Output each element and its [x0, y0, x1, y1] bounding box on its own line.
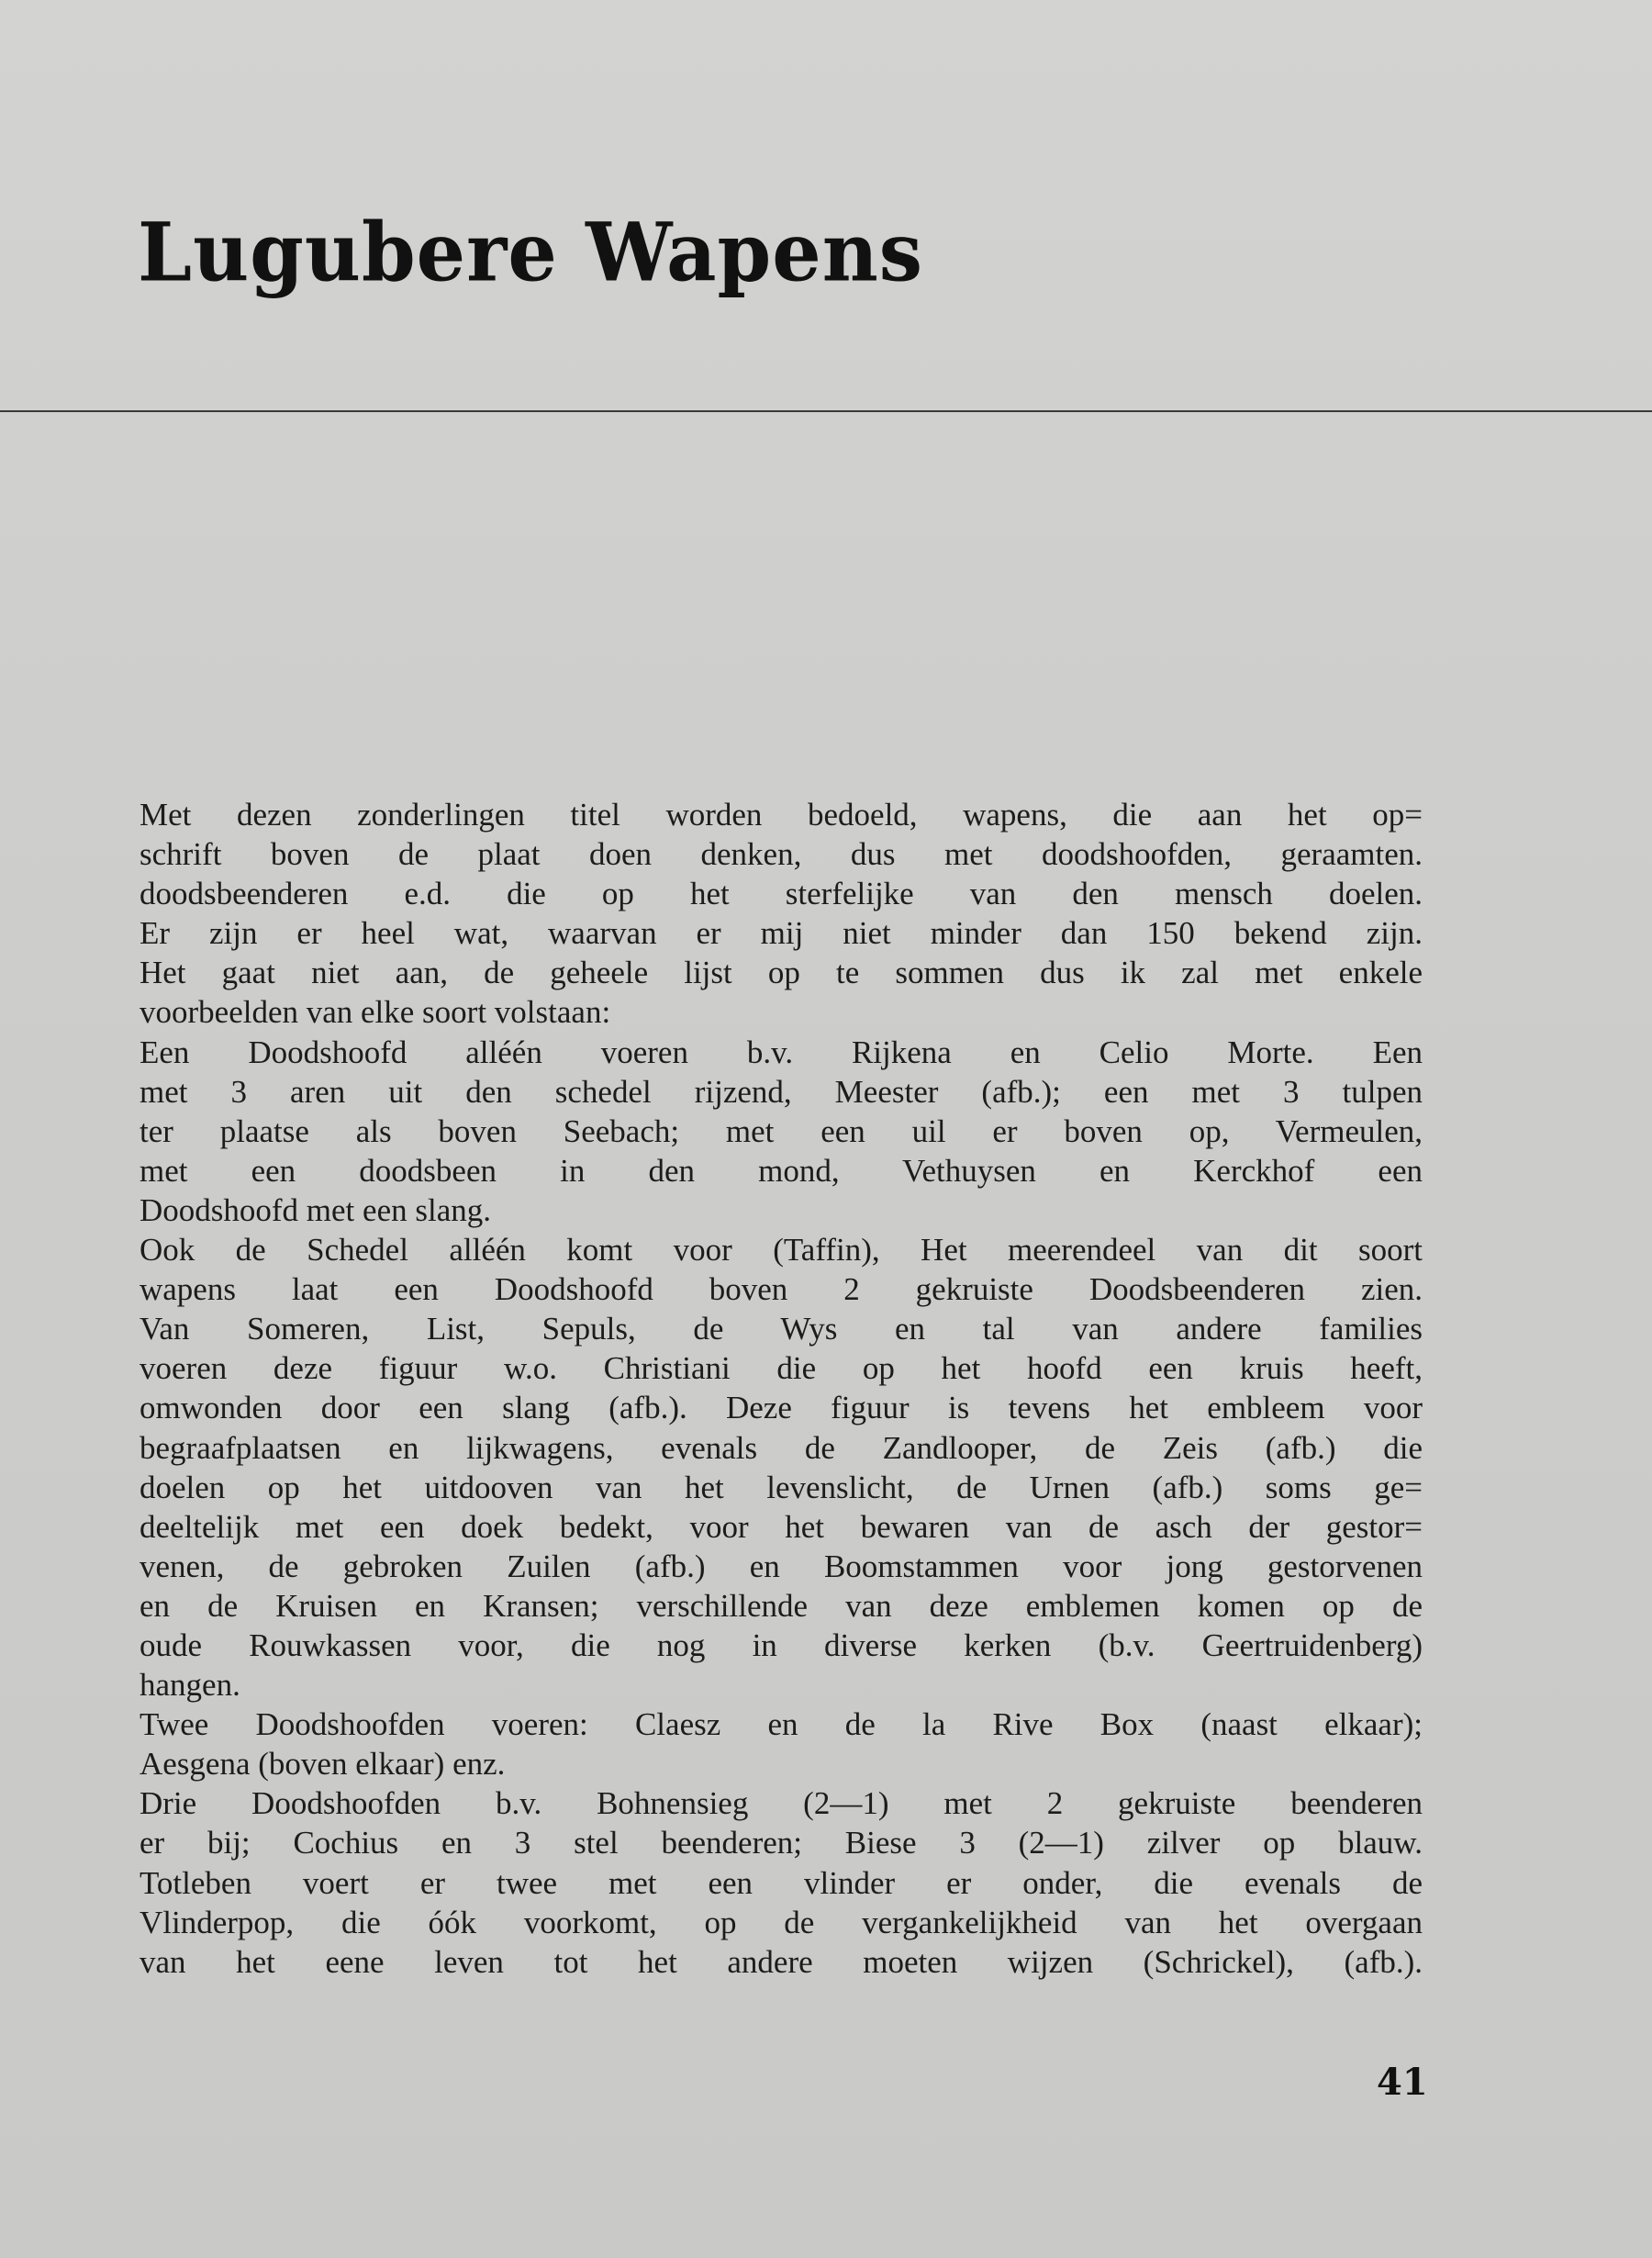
text-line: Het gaat niet aan, de geheele lijst op te sommen dus ik zal met enkele — [140, 955, 1423, 991]
text-line: voorbeelden van elke soort volstaan: — [140, 994, 611, 1031]
text-line: deeltelijk met een doek bedekt, voor het bewaren van de asch der gestor= — [140, 1508, 1423, 1545]
text-line: en de Kruisen en Kransen; verschillende van deze emblemen komen op de — [140, 1587, 1423, 1624]
text-line: hangen. — [140, 1667, 240, 1704]
text-line: Doodshoofd met een slang. — [140, 1191, 491, 1228]
text-line: er bij; Cochius en 3 stel beenderen; Biese 3 (2—1) zilver op blauw. — [140, 1825, 1423, 1861]
text-line: Ook de Schedel alléén komt voor (Taffin), Het meerendeel van dit soort — [140, 1232, 1423, 1269]
page-title: Lugubere Wapens — [138, 204, 924, 300]
title-divider — [0, 410, 1652, 412]
text-line: Een Doodshoofd alléén voeren b.v. Rijkena en Celio Morte. Een — [140, 1034, 1423, 1070]
text-line: doelen op het uitdooven van het levenslicht, de Urnen (afb.) soms ge= — [140, 1469, 1423, 1505]
text-line: met 3 aren uit den schedel rijzend, Meester (afb.); een met 3 tulpen — [140, 1073, 1423, 1110]
text-line: doodsbeenderen e.d. die op het sterfelijke van den mensch doelen. — [140, 876, 1423, 912]
text-line: Vlinderpop, die óók voorkomt, op de vergankelijkheid van het overgaan — [140, 1904, 1423, 1940]
text-line: voeren deze figuur w.o. Christiani die op het hoofd een kruis heeft, — [140, 1350, 1423, 1387]
body-text — [140, 795, 1423, 1982]
text-line: met een doodsbeen in den mond, Vethuysen en Kerckhof een — [140, 1152, 1423, 1189]
text-line: Met dezen zonderlingen titel worden bedoeld, wapens, die aan het op= — [140, 797, 1423, 833]
text-line: Van Someren, List, Sepuls, de Wys en tal van andere families — [140, 1311, 1423, 1347]
page-number: 41 — [1377, 2061, 1428, 2104]
text-line: Drie Doodshoofden b.v. Bohnensieg (2—1) met 2 gekruiste beenderen — [140, 1785, 1423, 1822]
text-line: omwonden door een slang (afb.). Deze figuur is tevens het embleem voor — [140, 1390, 1423, 1426]
text-line: van het eene leven tot het andere moeten wijzen (Schrickel), (afb.). — [140, 1943, 1423, 1980]
text-line: ter plaatse als boven Seebach; met een uil er boven op, Vermeulen, — [140, 1112, 1423, 1149]
text-line: Aesgena (boven elkaar) enz. — [140, 1746, 506, 1783]
text-line: schrift boven de plaat doen denken, dus met doodshoofden, geraamten. — [140, 836, 1423, 873]
text-line: Totleben voert er twee met een vlinder er onder, die evenals de — [140, 1864, 1423, 1901]
text-line: wapens laat een Doodshoofd boven 2 gekruiste Doodsbeenderen zien. — [140, 1271, 1423, 1308]
text-line: venen, de gebroken Zuilen (afb.) en Boomstammen voor jong gestorvenen — [140, 1548, 1423, 1584]
text-line: begraafplaatsen en lijkwagens, evenals de Zandlooper, de Zeis (afb.) die — [140, 1429, 1423, 1466]
text-line: oude Rouwkassen voor, die nog in diverse kerken (b.v. Geertruidenberg) — [140, 1626, 1423, 1663]
text-line: Twee Doodshoofden voeren: Claesz en de la Rive Box (naast elkaar); — [140, 1706, 1423, 1743]
text-line: Er zijn er heel wat, waarvan er mij niet minder dan 150 bekend zijn. — [140, 915, 1423, 952]
